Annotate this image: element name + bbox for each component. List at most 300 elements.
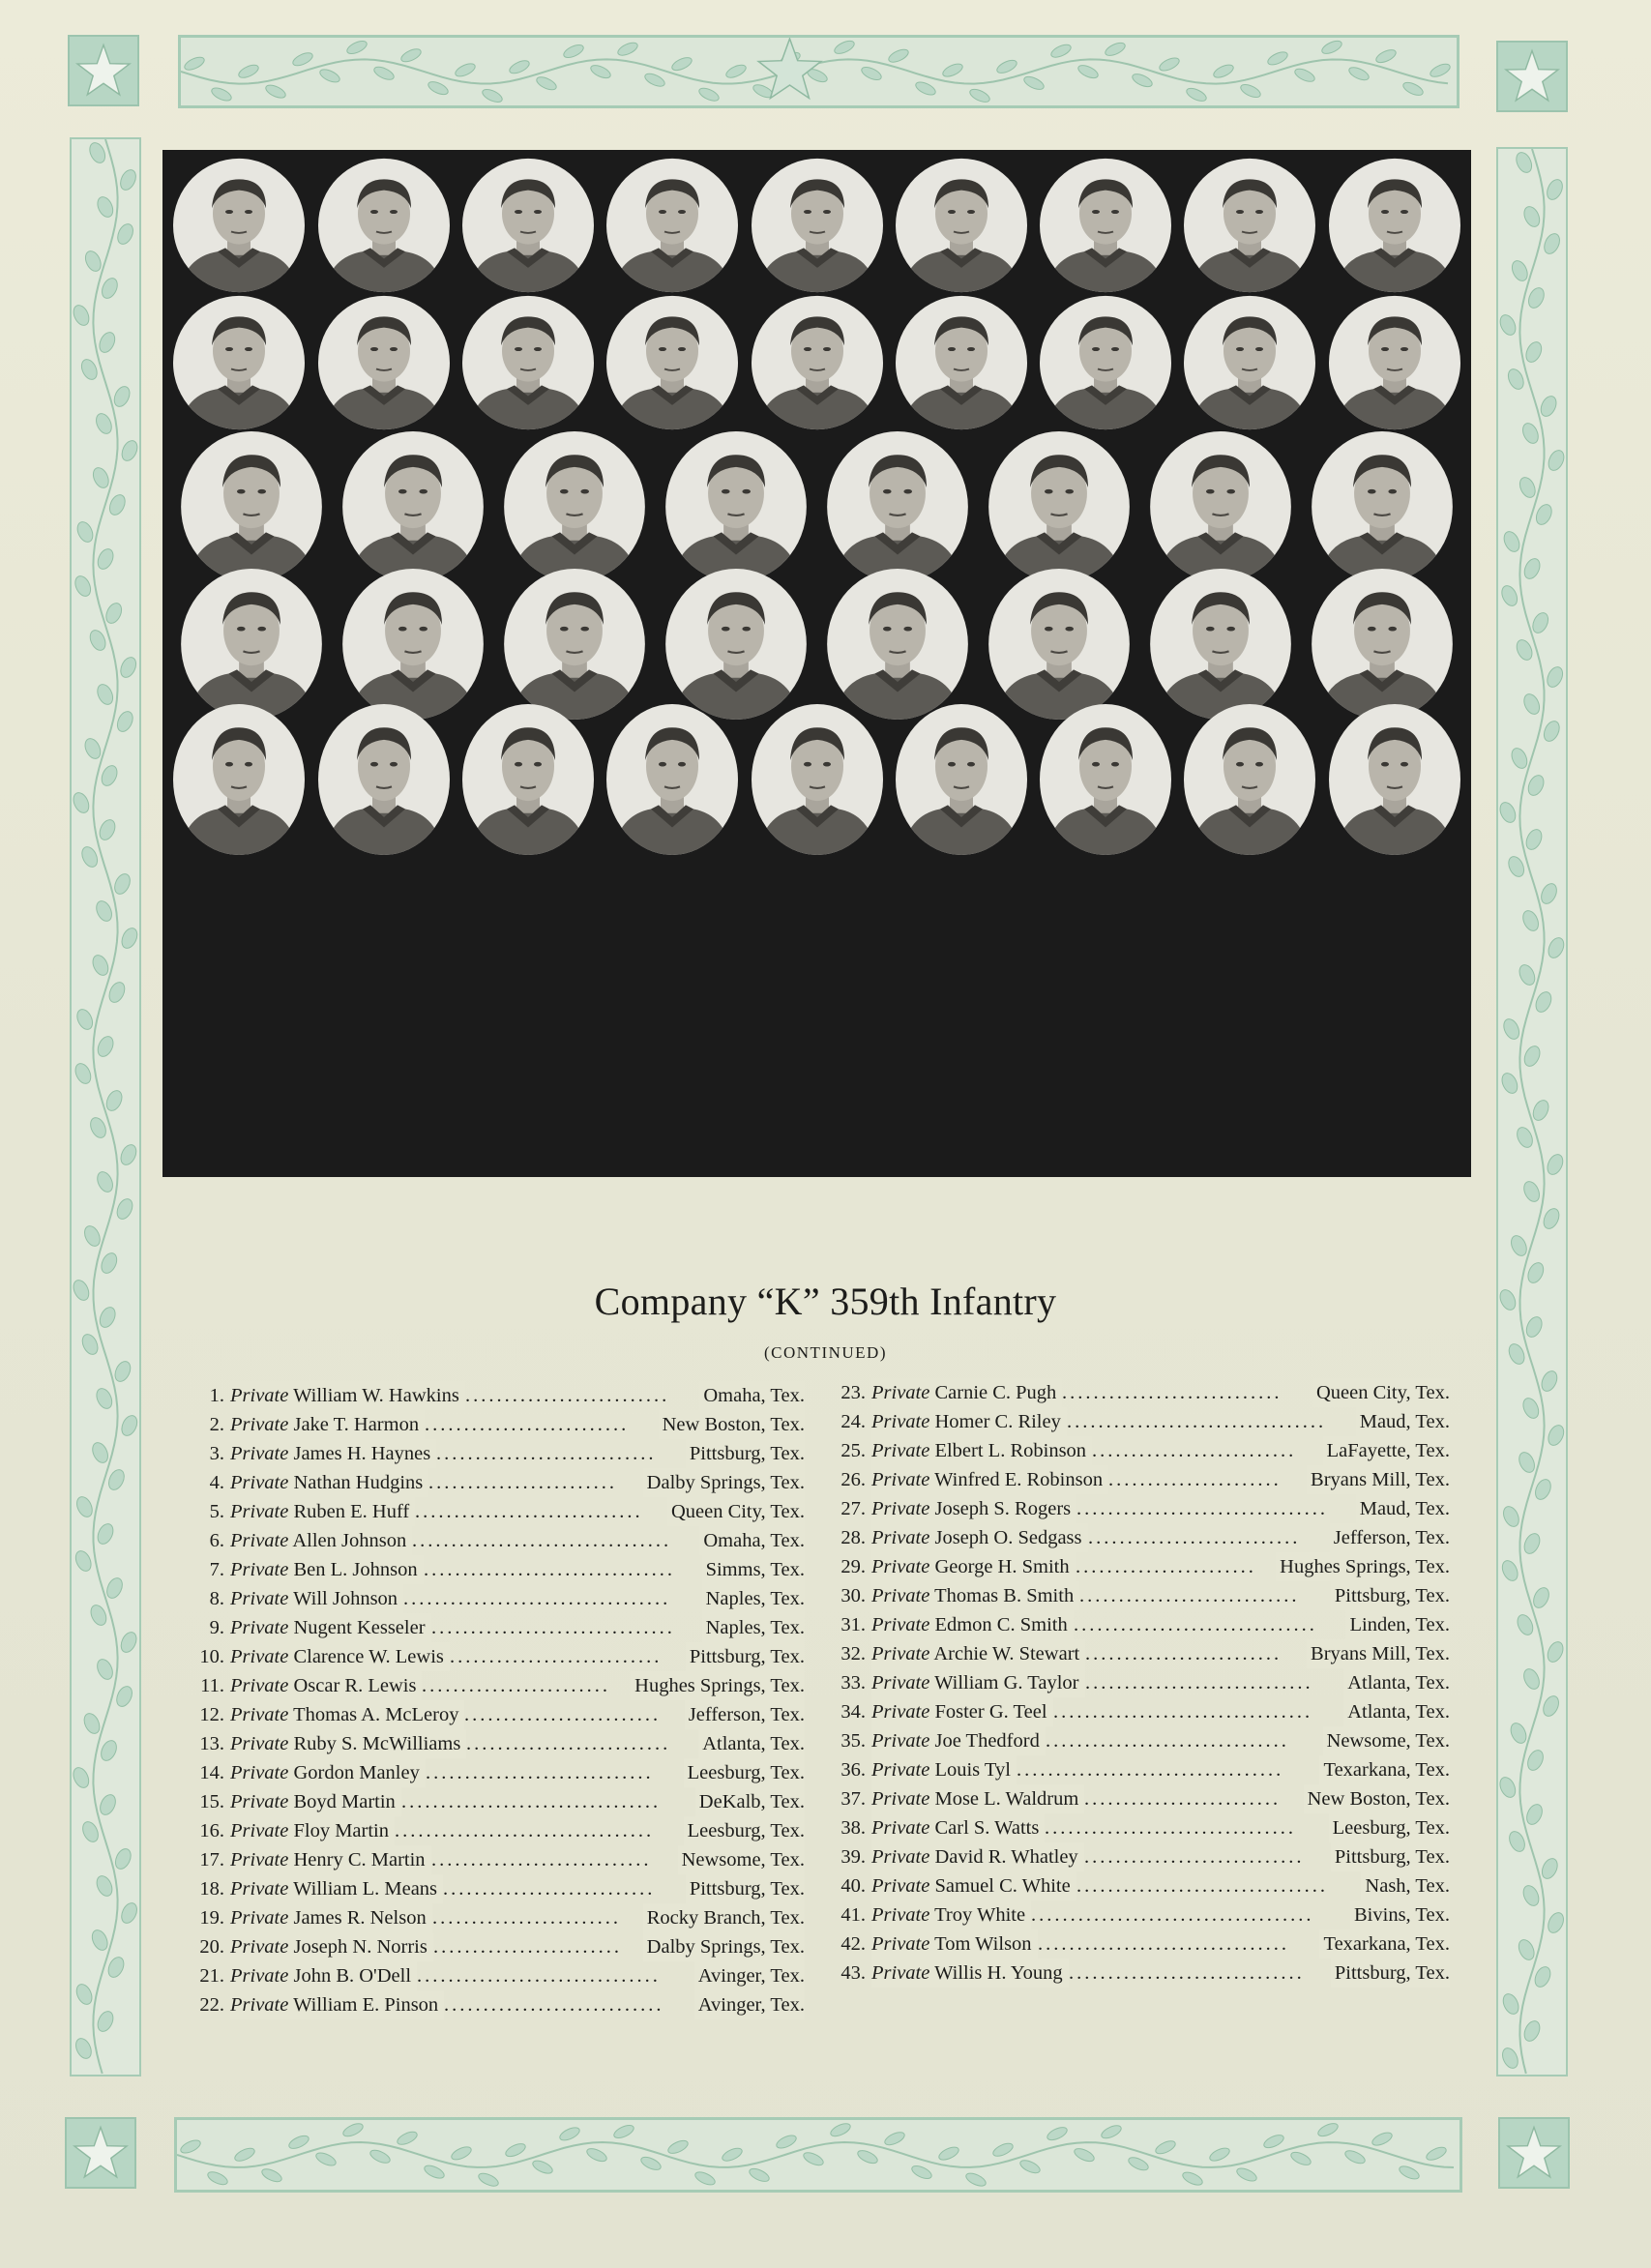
leader-dots: ........................: [433, 1936, 622, 1958]
soldier-portrait: [987, 568, 1132, 721]
roster-number: 30.: [840, 1585, 866, 1606]
leaf-ornament: [95, 1169, 116, 1194]
leaf-ornament: [1521, 1531, 1543, 1556]
leaf-ornament: [119, 438, 139, 463]
leaf-ornament: [748, 2166, 771, 2184]
leaf-ornament: [1546, 935, 1566, 960]
roster-town: Simms, Tex.: [702, 1555, 805, 1584]
roster-name: Edmon C. Smith: [934, 1614, 1068, 1635]
leaf-ornament: [1498, 1775, 1518, 1800]
leader-dots: ................................: [424, 1559, 675, 1580]
leader-dots: ........................: [432, 1907, 621, 1929]
leader-dots: ................................: [1038, 1933, 1289, 1955]
roster-name: Homer C. Riley: [934, 1411, 1061, 1432]
roster-town: Atlanta, Tex.: [698, 1729, 805, 1758]
leaf-ornament: [1499, 583, 1520, 608]
roster-name: Samuel C. White: [934, 1875, 1071, 1897]
roster-rank: Private: [230, 1936, 289, 1958]
roster-town: Bivins, Tex.: [1350, 1900, 1450, 1929]
roster-entry: [193, 1874, 805, 1903]
leaf-ornament: [531, 2158, 554, 2175]
leaf-ornament: [1520, 1396, 1542, 1421]
leaf-ornament: [856, 2148, 879, 2165]
leaf-ornament: [114, 709, 135, 734]
roster-entry: [835, 1523, 1450, 1552]
roster-number: 8.: [209, 1588, 224, 1609]
soldier-portrait: [894, 295, 1029, 430]
leaf-ornament: [1520, 908, 1542, 933]
leaf-ornament: [73, 1061, 94, 1086]
roster-town: Queen City, Tex.: [1312, 1378, 1450, 1407]
soldier-portrait: [316, 703, 452, 856]
roster-number: 23.: [840, 1382, 866, 1403]
leaf-ornament: [80, 1819, 102, 1844]
roster-rank: Private: [230, 1414, 289, 1435]
leaf-ornament: [90, 1440, 111, 1465]
leaf-ornament: [99, 1251, 120, 1276]
star-ornament-bottom-left: [65, 2117, 136, 2189]
leaf-ornament: [345, 39, 369, 56]
leader-dots: ................................: [1076, 1498, 1328, 1519]
soldier-portrait: [825, 430, 970, 583]
soldier-portrait: [460, 295, 596, 430]
roster-town: Bryans Mill, Tex.: [1307, 1465, 1450, 1494]
leader-dots: ...............................: [1046, 1730, 1289, 1752]
roster-entry: [835, 1697, 1450, 1726]
roster-name: Archie W. Stewart: [933, 1643, 1080, 1664]
leader-dots: ...........................: [1088, 1527, 1301, 1548]
roster-number: 3.: [209, 1443, 224, 1464]
soldier-portrait: [894, 703, 1029, 856]
roster-entry: [193, 1410, 805, 1439]
leaf-ornament: [1212, 62, 1235, 79]
roster-rank: Private: [230, 1501, 289, 1522]
leaf-ornament: [562, 43, 585, 60]
roster-entry: [835, 1494, 1450, 1523]
leaf-ornament: [1545, 664, 1566, 690]
leaf-ornament: [111, 384, 133, 409]
roster-name: Ruby S. McWilliams: [293, 1733, 461, 1754]
leader-dots: ............................: [431, 1849, 652, 1870]
roster-town: Leesburg, Tex.: [684, 1758, 805, 1787]
roster-name: Allen Johnson: [292, 1530, 407, 1551]
soldier-portrait: [1038, 295, 1173, 430]
leaf-ornament: [95, 682, 116, 707]
leaf-ornament: [964, 2170, 988, 2188]
roster-entry: [193, 1555, 805, 1584]
roster-name: Carl S. Watts: [934, 1817, 1040, 1839]
leaf-ornament: [103, 601, 125, 626]
leaf-ornament: [93, 411, 114, 436]
roster-entry: [835, 1610, 1450, 1639]
leaf-ornament: [1500, 1504, 1521, 1529]
leaf-ornament: [1516, 1937, 1537, 1962]
roster-number: 17.: [199, 1849, 224, 1870]
roster-number: 7.: [209, 1559, 224, 1580]
leaf-ornament: [1524, 1802, 1546, 1827]
roster-number: 32.: [840, 1643, 866, 1664]
leaf-ornament: [87, 140, 108, 165]
roster-number: 15.: [199, 1791, 224, 1812]
leaf-ornament: [454, 61, 477, 78]
leader-dots: ............................: [1079, 1585, 1300, 1606]
leaf-ornament: [450, 2144, 473, 2162]
leaf-ornament: [1131, 72, 1154, 89]
leaf-ornament: [97, 817, 118, 842]
leaf-ornament: [1371, 2130, 1394, 2147]
leaf-ornament: [89, 1928, 110, 1953]
leaf-ornament: [237, 63, 260, 80]
leaf-ornament: [1517, 1450, 1538, 1475]
roster-number: 37.: [840, 1788, 866, 1810]
leader-dots: .................................: [1067, 1411, 1327, 1432]
soldier-portrait: [663, 568, 809, 721]
roster-number: 38.: [840, 1817, 866, 1839]
leaf-ornament: [105, 1467, 127, 1492]
leader-dots: .........................: [464, 1704, 662, 1725]
leaf-ornament: [1185, 86, 1208, 103]
leader-dots: ..............................: [1069, 1962, 1305, 1984]
leaf-ornament: [968, 87, 991, 104]
leader-dots: .......................: [1076, 1556, 1256, 1577]
roster-name: James H. Haynes: [293, 1443, 431, 1464]
roster-number: 19.: [199, 1907, 224, 1929]
roster-entry: [193, 1613, 805, 1642]
leaf-ornament: [833, 39, 856, 56]
leaf-ornament: [81, 1711, 103, 1736]
leader-dots: ..........................: [465, 1385, 670, 1406]
leaf-ornament: [1022, 74, 1046, 92]
soldier-portrait: [179, 430, 324, 583]
soldier-portrait: [1148, 430, 1293, 583]
leaf-ornament: [1539, 1369, 1560, 1394]
leaf-ornament: [1515, 1125, 1536, 1150]
leaf-ornament: [1154, 2138, 1177, 2156]
roster-town: Omaha, Tex.: [699, 1526, 805, 1555]
soldier-portrait: [987, 430, 1132, 583]
leaf-ornament: [95, 194, 116, 220]
leaf-ornament: [1046, 2125, 1069, 2142]
leader-dots: ........................: [422, 1675, 610, 1696]
soldier-portrait: [1327, 158, 1462, 293]
roster-town: Queen City, Tex.: [667, 1497, 805, 1526]
leaf-ornament: [95, 1034, 116, 1059]
leaf-ornament: [1262, 2133, 1285, 2150]
leader-dots: ....................................: [1031, 1904, 1314, 1926]
leaf-ornament: [1542, 231, 1563, 256]
leaf-ornament: [94, 898, 115, 924]
leaf-ornament: [291, 50, 314, 68]
roster-name: Clarence W. Lewis: [293, 1646, 444, 1667]
leaf-ornament: [1533, 989, 1554, 1015]
roster-rank: Private: [230, 1443, 289, 1464]
leaf-ornament: [114, 1196, 135, 1222]
leaf-ornament: [1532, 1477, 1553, 1502]
roster-rank: Private: [871, 1440, 930, 1461]
roster-town: Texarkana, Tex.: [1319, 1929, 1450, 1959]
roster-name: Joe Thedford: [934, 1730, 1040, 1752]
leaf-ornament: [318, 67, 341, 84]
roster-number: 18.: [199, 1878, 224, 1900]
roster-rank: Private: [230, 1849, 289, 1870]
leaf-ornament: [72, 1765, 92, 1790]
leaf-ornament: [697, 86, 721, 103]
roster-entry: [193, 1903, 805, 1932]
soldier-portrait: [1327, 295, 1462, 430]
roster-town: Pittsburg, Tex.: [1331, 1581, 1450, 1610]
right-floral-border: [1496, 147, 1568, 2077]
leaf-ornament: [585, 2146, 608, 2164]
roster-name: Louis Tyl: [934, 1759, 1011, 1781]
roster-entry: [835, 1871, 1450, 1900]
roster-name: James R. Nelson: [293, 1907, 427, 1929]
roster-name: Ruben E. Huff: [293, 1501, 410, 1522]
soldier-portrait: [1310, 568, 1455, 721]
leader-dots: .............................: [1085, 1672, 1313, 1694]
leaf-ornament: [1425, 2145, 1448, 2163]
leaf-ornament: [74, 1494, 95, 1519]
leaf-ornament: [589, 63, 612, 80]
leaf-ornament: [79, 844, 101, 869]
roster-number: 26.: [840, 1469, 866, 1490]
soldier-portrait: [750, 295, 885, 430]
roster-town: Omaha, Tex.: [699, 1381, 805, 1410]
roster-entry: [193, 1439, 805, 1468]
leaf-ornament: [914, 79, 937, 97]
roster-entry: [193, 1700, 805, 1729]
roster-entry: [193, 1990, 805, 2019]
roster-name: Jake T. Harmon: [293, 1414, 420, 1435]
roster-entry: [835, 1639, 1450, 1668]
leaf-ornament: [94, 1873, 115, 1899]
roster-town: Avinger, Tex.: [694, 1990, 805, 2019]
leaf-ornament: [90, 953, 111, 978]
leaf-ornament: [119, 1413, 139, 1438]
roster-number: 12.: [199, 1704, 224, 1725]
roster-rank: Private: [871, 1643, 930, 1664]
roster-entry: [835, 1465, 1450, 1494]
soldier-portrait: [460, 703, 596, 856]
leaf-ornament: [82, 736, 103, 761]
roster-rank: Private: [871, 1730, 930, 1752]
roster-entry: [835, 1668, 1450, 1697]
leaf-ornament: [937, 2144, 960, 2162]
roster-entry: [193, 1497, 805, 1526]
roster-number: 22.: [199, 1994, 224, 2016]
roster-town: Jefferson, Tex.: [685, 1700, 805, 1729]
leaf-ornament: [73, 574, 94, 599]
roster-number: 40.: [840, 1875, 866, 1897]
roster-number: 16.: [199, 1820, 224, 1841]
leaf-ornament: [1523, 339, 1545, 365]
roster-entry: [835, 1581, 1450, 1610]
roster-rank: Private: [230, 1733, 289, 1754]
leaf-ornament: [1293, 67, 1316, 84]
leaf-ornament: [106, 980, 128, 1005]
leaf-ornament: [1289, 2150, 1312, 2167]
leader-dots: ...............................: [431, 1617, 675, 1638]
leaf-ornament: [1530, 1098, 1551, 1123]
roster-rank: Private: [871, 1527, 930, 1548]
roster-entry: [835, 1407, 1450, 1436]
leader-dots: .........................: [1084, 1788, 1282, 1810]
roster-rank: Private: [871, 1585, 930, 1606]
leaf-ornament: [1500, 1991, 1521, 2017]
roster-rank: Private: [230, 1530, 289, 1551]
roster-rank: Private: [871, 1701, 930, 1723]
leaf-ornament: [1266, 49, 1289, 67]
leaf-ornament: [233, 2146, 256, 2164]
roster-number: 24.: [840, 1411, 866, 1432]
leaf-ornament: [1539, 1856, 1560, 1881]
star-icon: [77, 45, 130, 95]
soldier-portrait: [171, 158, 307, 293]
roster-name: Ben L. Johnson: [293, 1559, 418, 1580]
soldier-portrait: [171, 703, 307, 856]
roster-town: Dalby Springs, Tex.: [643, 1468, 805, 1497]
roster-number: 4.: [209, 1472, 224, 1493]
leaf-ornament: [210, 85, 233, 103]
roster-entry: [835, 1726, 1450, 1755]
leader-dots: ..................................: [403, 1588, 671, 1609]
leaf-ornament: [666, 2138, 690, 2156]
portrait-grid: [162, 150, 1471, 1177]
leader-dots: ......................: [1108, 1469, 1282, 1490]
leader-dots: ............................: [1084, 1846, 1305, 1868]
leaf-ornament: [1532, 1964, 1553, 1989]
leader-dots: .........................: [1085, 1643, 1282, 1664]
roster-rank: Private: [230, 1588, 289, 1609]
roster-town: Naples, Tex.: [702, 1584, 805, 1613]
roster-rank: Private: [230, 1791, 289, 1812]
leaf-ornament: [1531, 1585, 1552, 1610]
roster-entry: [835, 1959, 1450, 1988]
roster-town: Atlanta, Tex.: [1343, 1668, 1450, 1697]
soldier-portrait: [179, 568, 324, 721]
roster-name: Troy White: [934, 1904, 1026, 1926]
roster-town: Dalby Springs, Tex.: [643, 1932, 805, 1961]
roster-name: Nugent Kesseler: [293, 1617, 426, 1638]
leaf-ornament: [941, 61, 964, 78]
leaf-ornament: [1508, 1233, 1529, 1258]
roster-town: Newsome, Tex.: [1323, 1726, 1450, 1755]
leader-dots: ..........................: [466, 1733, 671, 1754]
roster-name: David R. Whatley: [934, 1846, 1078, 1868]
leaf-ornament: [1546, 448, 1566, 473]
roster-name: Carnie C. Pugh: [934, 1382, 1057, 1403]
star-icon: [1506, 51, 1558, 101]
leaf-ornament: [87, 628, 108, 653]
soldier-portrait: [1182, 703, 1317, 856]
leaf-ornament: [95, 2009, 116, 2034]
roster-name: Elbert L. Robinson: [934, 1440, 1087, 1461]
roster-town: Pittsburg, Tex.: [686, 1642, 805, 1671]
leader-dots: ............................: [436, 1443, 657, 1464]
soldier-portrait: [825, 568, 970, 721]
leaf-ornament: [1104, 41, 1127, 58]
roster-rank: Private: [230, 1559, 289, 1580]
roster-town: Pittsburg, Tex.: [1331, 1842, 1450, 1871]
leaf-ornament: [1517, 475, 1538, 500]
leaf-ornament: [287, 2134, 310, 2151]
roster-rank: Private: [871, 1817, 930, 1839]
roster-town: Jefferson, Tex.: [1330, 1523, 1450, 1552]
leaf-ornament: [1316, 2121, 1340, 2138]
leaf-ornament: [643, 72, 666, 89]
leaf-ornament: [115, 221, 136, 247]
roster-name: George H. Smith: [934, 1556, 1070, 1577]
leaf-ornament: [118, 1142, 139, 1167]
leaf-ornament: [1076, 63, 1100, 80]
roster-number: 35.: [840, 1730, 866, 1752]
roster-number: 10.: [199, 1646, 224, 1667]
leaf-ornament: [264, 82, 287, 100]
soldier-portrait: [1038, 703, 1173, 856]
roster-name: Henry C. Martin: [293, 1849, 426, 1870]
leaf-ornament: [114, 1684, 135, 1709]
soldier-portrait: [316, 158, 452, 293]
roster-number: 11.: [200, 1675, 224, 1696]
roster-entry: [835, 1813, 1450, 1842]
roster-entry: [193, 1787, 805, 1816]
leaf-ornament: [104, 1576, 126, 1601]
leaf-ornament: [693, 2169, 717, 2187]
soldier-portrait: [460, 158, 596, 293]
roster-name: Joseph S. Rogers: [934, 1498, 1072, 1519]
soldier-portrait: [502, 430, 647, 583]
roster-name: William L. Means: [293, 1878, 438, 1900]
leaf-ornament: [802, 2150, 825, 2167]
leaf-ornament: [1514, 637, 1535, 663]
leader-dots: .................................: [412, 1530, 672, 1551]
soldier-portrait: [1182, 295, 1317, 430]
roster-rank: Private: [871, 1469, 930, 1490]
leaf-ornament: [1181, 2169, 1204, 2187]
leader-dots: ..........................: [1092, 1440, 1297, 1461]
roster-town: Leesburg, Tex.: [684, 1816, 805, 1845]
roster-number: 20.: [199, 1936, 224, 1958]
roster-entry: [835, 1552, 1450, 1581]
leaf-ornament: [106, 492, 128, 517]
leaf-ornament: [94, 1386, 115, 1411]
leaf-ornament: [1530, 610, 1551, 635]
roster-number: 9.: [209, 1617, 224, 1638]
roster-rank: Private: [230, 1762, 289, 1783]
leaf-ornament: [481, 87, 504, 104]
leaf-ornament: [724, 63, 748, 80]
roster-name: Gordon Manley: [293, 1762, 420, 1783]
leaf-ornament: [1521, 1179, 1543, 1204]
roster-town: Leesburg, Tex.: [1329, 1813, 1450, 1842]
leaf-ornament: [1506, 854, 1527, 879]
leaf-ornament: [427, 79, 450, 97]
leader-dots: .................................: [401, 1791, 662, 1812]
roster-town: Avinger, Tex.: [694, 1961, 805, 1990]
leaf-ornament: [508, 58, 531, 75]
roster-name: Foster G. Teel: [934, 1701, 1047, 1723]
leaf-ornament: [860, 65, 883, 82]
leaf-ornament: [206, 2169, 229, 2187]
leaf-ornament: [995, 58, 1018, 75]
roster-rank: Private: [871, 1875, 930, 1897]
roster-name: Oscar R. Lewis: [293, 1675, 417, 1696]
roster-rank: Private: [230, 1617, 289, 1638]
soldier-portrait: [502, 568, 647, 721]
leaf-ornament: [910, 2164, 933, 2181]
roster-rank: Private: [230, 1675, 289, 1696]
leaf-ornament: [119, 926, 139, 951]
leaf-ornament: [372, 65, 396, 82]
